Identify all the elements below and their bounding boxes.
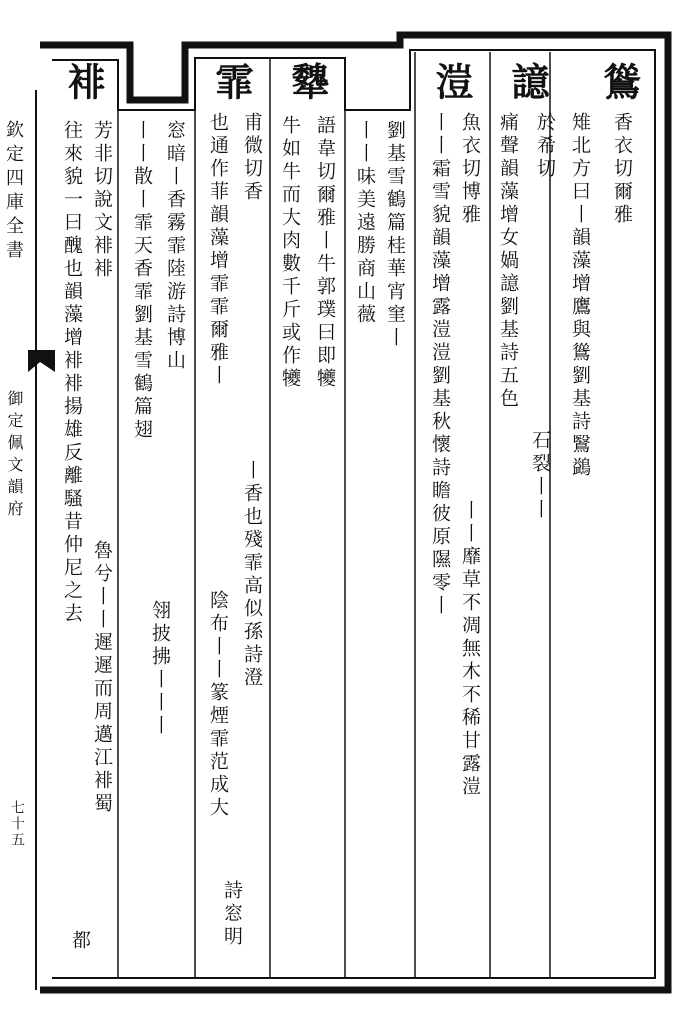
entry-line: 丨丨靡草不凋無木不稀甘露溰 <box>459 500 481 799</box>
entry-line: 牛如牛而大肉數千斤或作犪 <box>279 115 301 391</box>
book-title: 御定佩文韻府 <box>5 390 24 522</box>
entry-line: 都 <box>69 930 91 953</box>
entry-line: 於希切 <box>534 112 556 181</box>
headword: 溰 <box>429 62 474 102</box>
headword: 犩 <box>285 62 330 102</box>
entry-line: 詩窓明 <box>221 880 243 949</box>
entry-line: 丨丨散丨霏天香霏劉基雪鶴篇翅 <box>131 120 153 442</box>
headword: 䳷 <box>597 62 642 102</box>
entry-line: 雉北方曰丨韻藻增鷹與䳷劉基詩鷖鷁 <box>569 112 591 480</box>
headword: 譩 <box>505 62 550 102</box>
entry-line: 香衣切爾雅 <box>611 112 633 227</box>
entry-line: 魚衣切博雅 <box>459 112 481 227</box>
headword: 裶 <box>61 62 106 102</box>
entry-line: 也通作菲韻藻增霏霏爾雅丨 <box>207 112 229 388</box>
entry-line: 丨香也殘霏高似孫詩澄 <box>241 460 263 690</box>
entry-line: 石裂丨丨 <box>529 430 551 522</box>
entry-line: 翎披拂丨丨丨 <box>149 600 171 738</box>
entry-line: 劉基雪鶴篇桂華宵窐丨 <box>384 120 406 350</box>
entry-line: 芳非切說文裶裶 <box>91 120 113 281</box>
headword: 霏 <box>209 62 254 102</box>
entry-line: 陰布丨丨篆煙霏范成大 <box>207 590 229 820</box>
entry-line: 語韋切爾雅丨牛郭璞曰即犪 <box>314 115 336 391</box>
entry-line: 痛聲韻藻增女媧譩劉基詩五色 <box>497 112 519 411</box>
entry-line: 甫微切香 <box>241 112 263 204</box>
library-title: 欽定四庫全書 <box>3 120 24 264</box>
entry-line: 窓暗丨香霧霏陸游詩博山 <box>164 120 186 373</box>
entry-line: 魯兮丨丨遲遲而周邁江裶蜀 <box>91 540 113 816</box>
page-number: 七十五 <box>9 800 25 848</box>
entry-line: 往來貌一曰醜也韻藻增裶裶揚雄反離騷昔仲尼之去 <box>61 120 83 626</box>
entry-line: 丨丨霜雪貌韻藻增露溰溰劉基秋懷詩瞻彼原隰零丨 <box>429 112 451 618</box>
entry-line: 丨丨味美遠勝商山薇 <box>354 120 376 327</box>
